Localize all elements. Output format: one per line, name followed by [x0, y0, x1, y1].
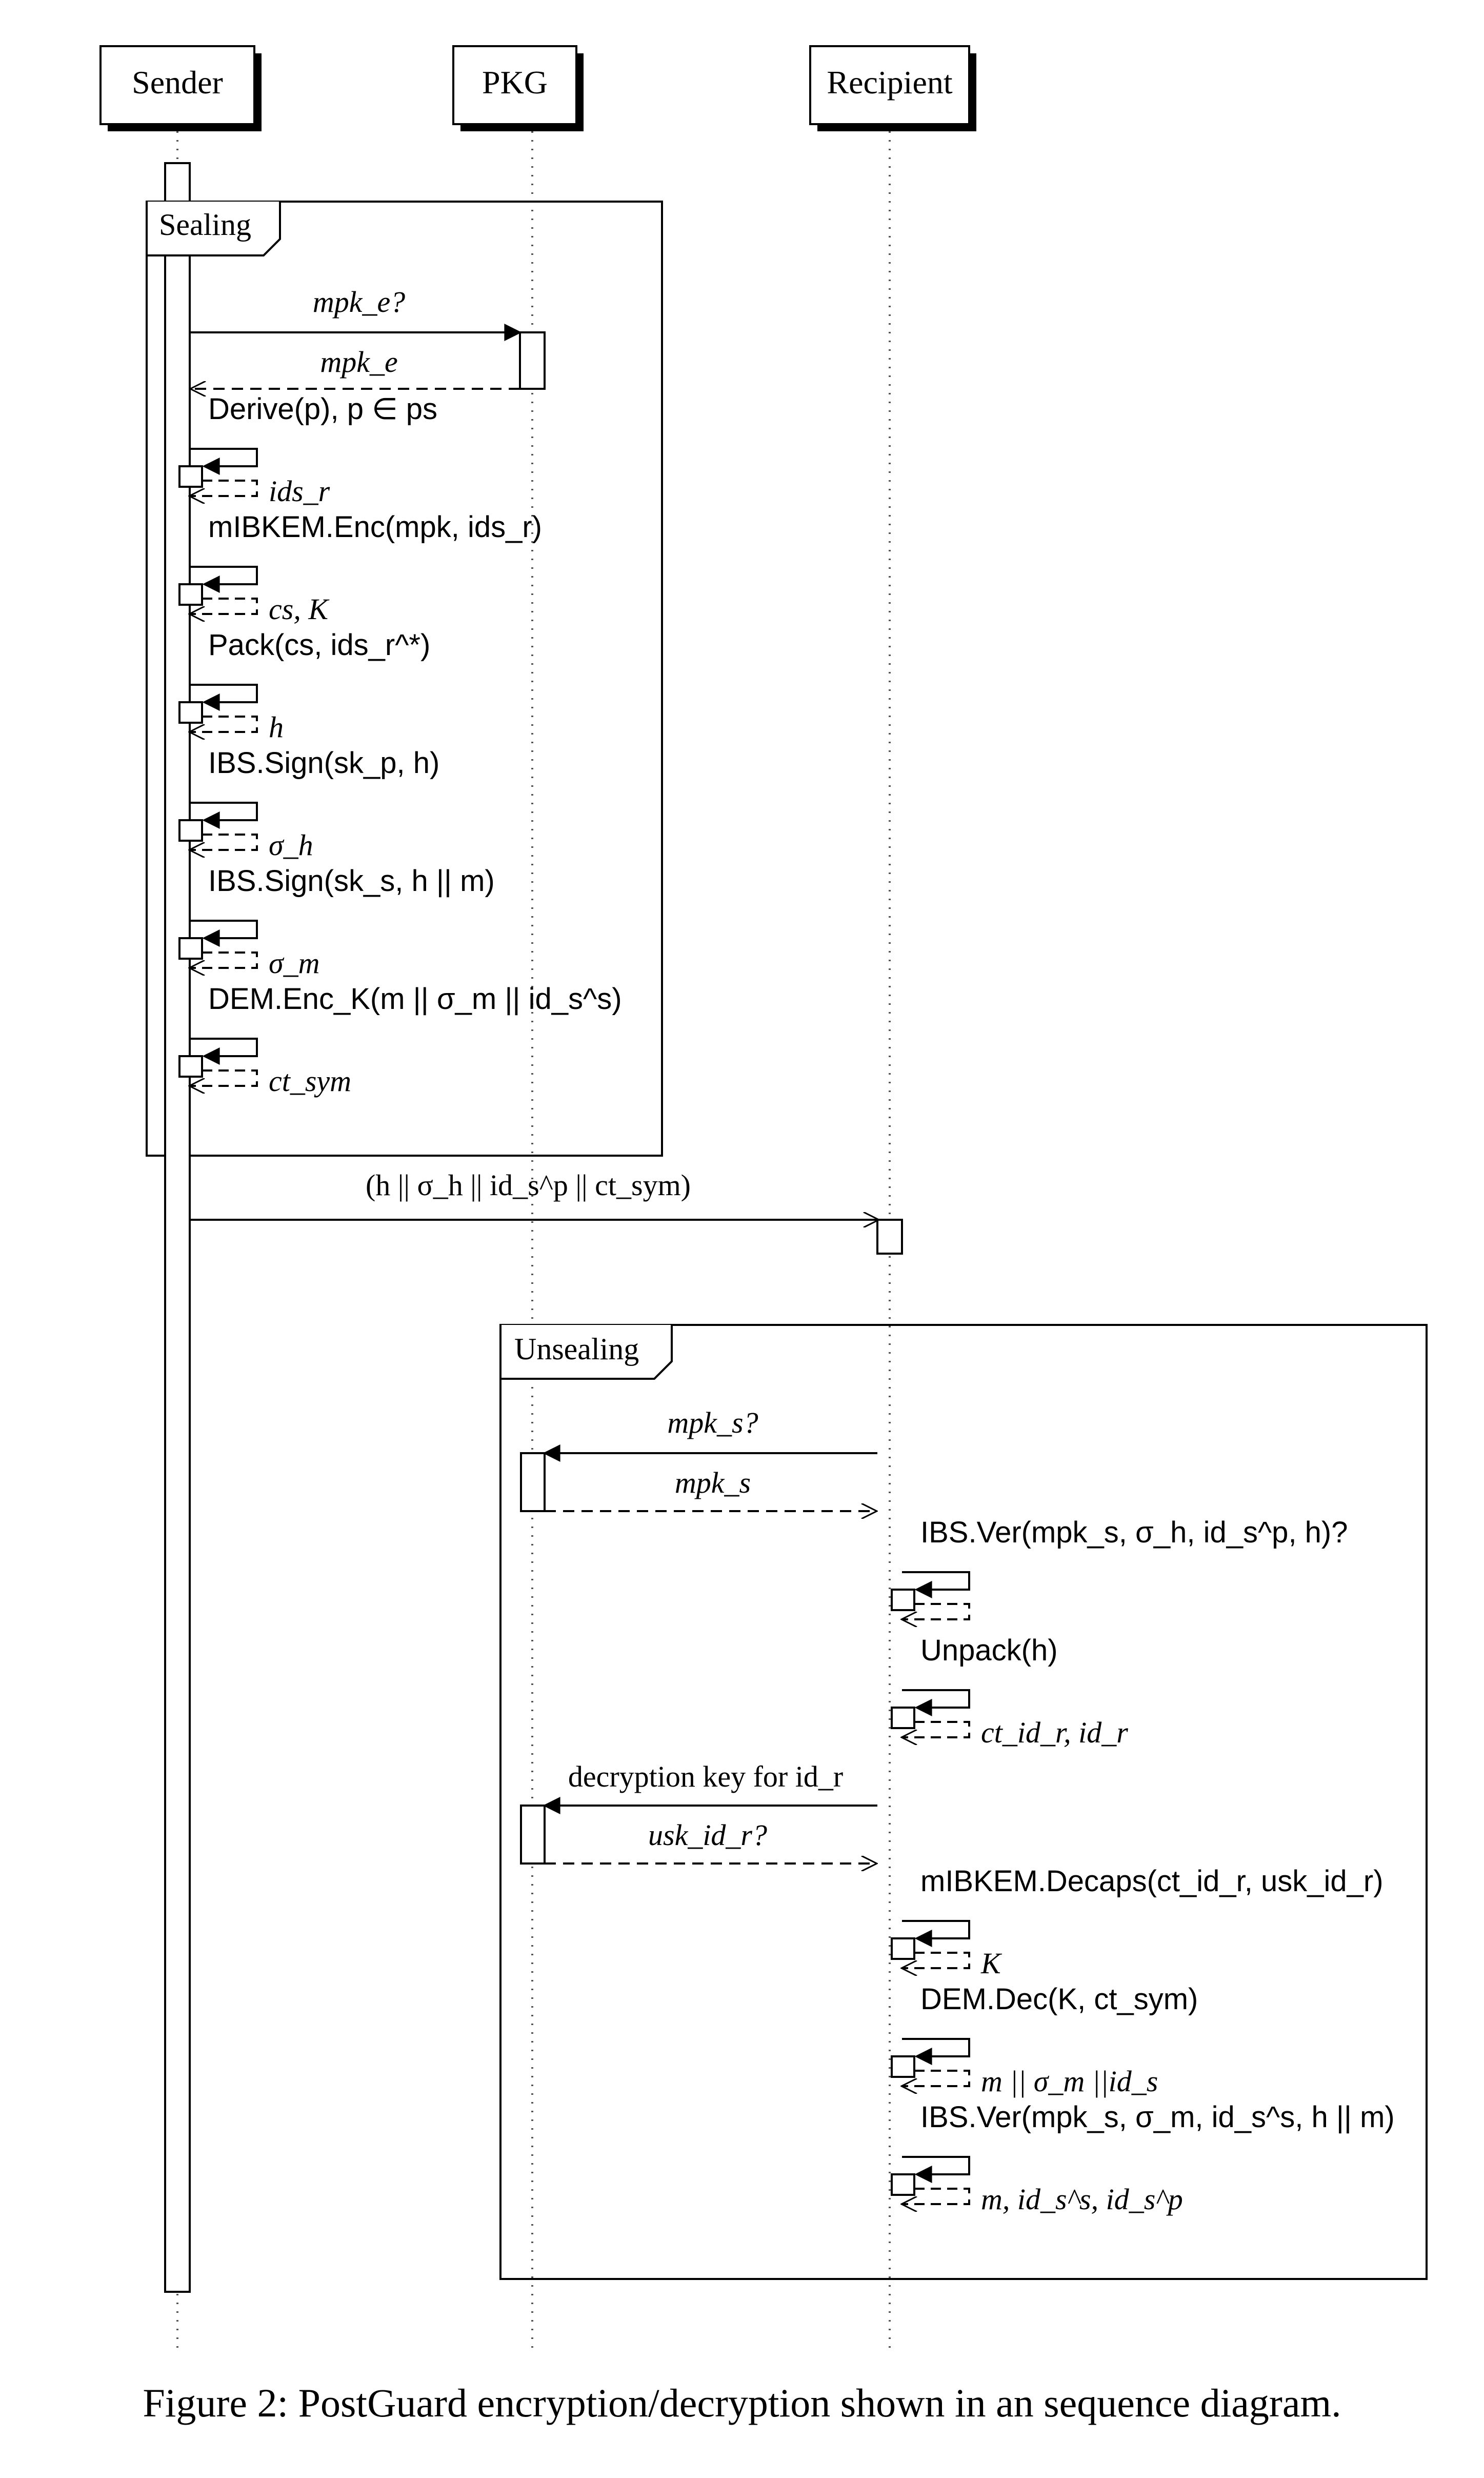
nested-activation: [179, 938, 202, 959]
participant-label: PKG: [482, 64, 548, 101]
frame-label: Unsealing: [514, 1332, 639, 1366]
self-call-label: Unpack(h): [920, 1634, 1058, 1667]
self-message-r5: [892, 2100, 1395, 2216]
nested-activation: [179, 1056, 202, 1077]
nested-activation: [179, 584, 202, 605]
self-call-label: Pack(cs, ids_r^*): [208, 628, 431, 662]
nested-activation: [892, 2056, 914, 2077]
message-label: mpk_s: [674, 1466, 751, 1499]
self-return-label: m, id_s^s, id_s^p: [981, 2183, 1183, 2216]
activation-pkg: [521, 1806, 545, 1864]
self-message-r2: [892, 1634, 1128, 1749]
message-mpks-request: [545, 1406, 877, 1453]
self-return-label: h: [269, 710, 284, 744]
self-call-label: Derive(p), p ∈ ps: [208, 392, 437, 426]
self-return-label: ct_id_r, id_r: [981, 1716, 1128, 1749]
self-return-label: σ_m: [269, 946, 320, 980]
self-message-r1: [892, 1516, 1348, 1619]
activation-pkg: [520, 332, 545, 389]
self-message-s3: [179, 628, 430, 744]
self-call-label: DEM.Enc_K(m || σ_m || id_s^s): [208, 982, 622, 1016]
self-message-s5: [179, 864, 495, 980]
participant-recipient: [810, 46, 976, 131]
message-mpks-response: [545, 1466, 875, 1511]
message-key-request: [545, 1760, 877, 1806]
message-label: decryption key for id_r: [568, 1760, 844, 1793]
participant-label: Sender: [132, 64, 223, 101]
nested-activation: [892, 1938, 914, 1959]
participant-pkg: [453, 46, 584, 131]
self-return-label: m || σ_m ||id_s: [981, 2065, 1158, 2098]
nested-activation: [179, 466, 202, 487]
self-call-label: IBS.Sign(sk_p, h): [208, 746, 440, 780]
self-call-label: IBS.Ver(mpk_s, σ_m, id_s^s, h || m): [920, 2100, 1395, 2134]
message-label: mpk_e: [320, 345, 398, 379]
self-message-s6: [179, 982, 622, 1098]
activation-recipient: [877, 1220, 902, 1254]
activation-pkg: [521, 1453, 545, 1511]
message-key-response: [545, 1818, 875, 1864]
self-call-label: DEM.Dec(K, ct_sym): [920, 1983, 1198, 2016]
message-label: usk_id_r?: [648, 1818, 767, 1852]
self-return-label: ids_r: [269, 474, 330, 508]
self-call-label: mIBKEM.Decaps(ct_id_r, usk_id_r): [920, 1865, 1383, 1898]
self-call-label: mIBKEM.Enc(mpk, ids_r): [208, 510, 542, 544]
message-label: mpk_s?: [667, 1406, 758, 1439]
self-message-s2: [179, 510, 542, 626]
self-return-label: σ_h: [269, 828, 313, 862]
self-message-s1: [179, 392, 437, 508]
nested-activation: [892, 1590, 914, 1610]
frame-label: Sealing: [159, 208, 251, 242]
message-mpke-request: [190, 285, 520, 332]
self-message-r4: [892, 1983, 1198, 2098]
message-label: mpk_e?: [312, 285, 406, 319]
self-return-label: ct_sym: [269, 1064, 352, 1098]
figure-caption: Figure 2: PostGuard encryption/decryption shown in an sequence diagram.: [143, 2381, 1341, 2425]
self-message-r3: [892, 1865, 1383, 1980]
participant-sender: [101, 46, 262, 131]
message-mpke-response: [192, 345, 520, 389]
nested-activation: [892, 2174, 914, 2195]
self-message-s4: [179, 746, 439, 862]
message-label: (h || σ_h || id_s^p || ct_sym): [365, 1168, 691, 1202]
self-call-label: IBS.Ver(mpk_s, σ_h, id_s^p, h)?: [920, 1516, 1348, 1549]
nested-activation: [179, 820, 202, 841]
self-call-label: IBS.Sign(sk_s, h || m): [208, 864, 495, 898]
participant-label: Recipient: [827, 64, 953, 101]
message-sealed-payload: [190, 1168, 877, 1220]
self-return-label: cs, K: [269, 592, 328, 626]
self-return-label: K: [981, 1947, 1001, 1980]
nested-activation: [179, 702, 202, 723]
frame-unsealing: [500, 1325, 1427, 2279]
nested-activation: [892, 1708, 914, 1728]
